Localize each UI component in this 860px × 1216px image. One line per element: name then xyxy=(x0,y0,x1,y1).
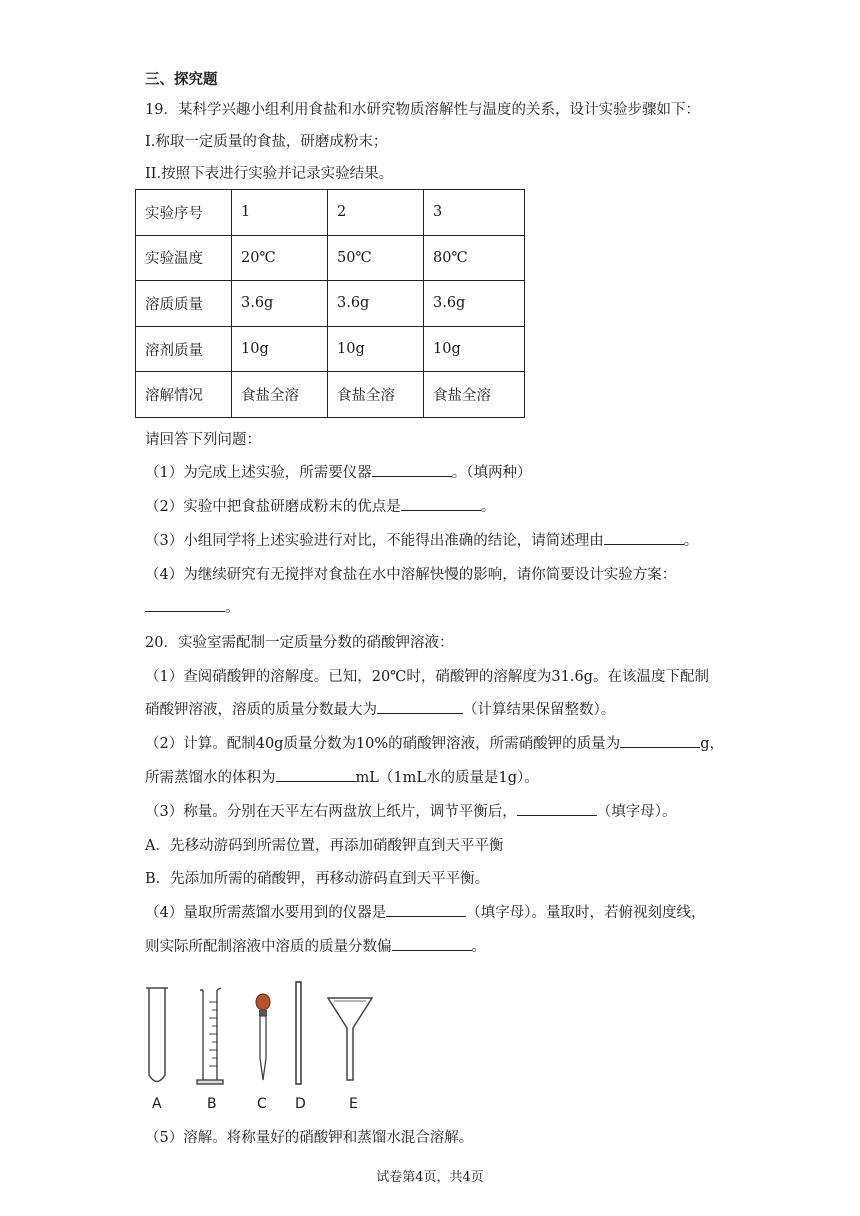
table-cell: 50℃ xyxy=(328,235,424,281)
answer-blank[interactable] xyxy=(620,732,700,748)
table-cell: 食盐全溶 xyxy=(328,372,424,418)
q20-part3 xyxy=(145,800,676,821)
glass-rod-icon xyxy=(296,982,301,1084)
table-cell: 3.6g xyxy=(328,281,424,327)
question-text: 。 xyxy=(480,499,496,515)
table-cell: 实验温度 xyxy=(136,235,232,281)
q19-step2: II.按照下表进行实验并记录实验结果。 xyxy=(145,166,394,182)
table-cell: 食盐全溶 xyxy=(424,372,525,418)
table-row xyxy=(136,235,525,281)
table-cell: 3 xyxy=(424,190,525,236)
question-text: （3）称量。分别在天平左右两盘放上纸片，调节平衡后， xyxy=(145,804,517,820)
table-cell: 10g xyxy=(328,326,424,372)
q20-part1-cont xyxy=(145,698,615,719)
question-text: 。 xyxy=(683,533,699,549)
answer-blank[interactable] xyxy=(377,698,463,714)
q19-part1 xyxy=(145,461,531,482)
table-cell: 溶解情况 xyxy=(136,372,232,418)
answer-blank[interactable] xyxy=(276,766,356,782)
answer-blank[interactable] xyxy=(392,935,472,951)
table-cell: 3.6g xyxy=(232,281,328,327)
figure-label-b: B xyxy=(207,1096,217,1112)
table-row xyxy=(136,190,525,236)
question-text: （填字母）。量取时，若俯视刻度线， xyxy=(466,905,706,921)
answer-blank[interactable] xyxy=(372,461,452,477)
table-cell: 溶质质量 xyxy=(136,281,232,327)
q19-step1: I.称取一定质量的食盐，研磨成粉末； xyxy=(145,134,388,150)
graduated-cylinder-icon xyxy=(197,988,223,1084)
answer-blank[interactable] xyxy=(145,596,225,612)
table-cell: 2 xyxy=(328,190,424,236)
answer-blank[interactable] xyxy=(517,800,597,816)
question-text: （1）为完成上述实验，所需要仪器 xyxy=(145,465,372,481)
dropper-icon xyxy=(256,994,270,1080)
question-text: （填字母）。 xyxy=(596,804,677,820)
answer-blank[interactable] xyxy=(604,529,684,545)
funnel-icon xyxy=(328,998,372,1080)
table-cell: 80℃ xyxy=(424,235,525,281)
table-cell: 10g xyxy=(424,326,525,372)
question-text: 所需蒸馏水的体积为 xyxy=(145,770,276,786)
page-footer: 试卷第4页，共4页 xyxy=(376,1170,484,1185)
table-row xyxy=(136,326,525,372)
q20-intro: 20．实验室需配制一定质量分数的硝酸钾溶液： xyxy=(145,635,454,651)
question-text: 。 xyxy=(471,939,486,955)
q20-part5: （5）溶解。将称量好的硝酸钾和蒸馏水混合溶解。 xyxy=(145,1130,474,1146)
q19-part4-answer xyxy=(145,596,240,617)
q20-part4-cont xyxy=(145,935,486,956)
figure-label-a: A xyxy=(152,1096,162,1112)
question-text: 。 xyxy=(225,600,240,616)
q20-option-b: B．先添加所需的硝酸钾，再移动游码直到天平平衡。 xyxy=(145,871,490,887)
table-cell: 3.6g xyxy=(424,281,525,327)
question-text: mL（1mL水的质量是1g）。 xyxy=(355,770,539,786)
table-row xyxy=(136,372,525,418)
figure-label-d: D xyxy=(295,1096,306,1112)
table-cell: 10g xyxy=(232,326,328,372)
question-text: （2）实验中把食盐研磨成粉末的优点是 xyxy=(145,499,401,515)
q19-part4: （4）为继续研究有无搅拌对食盐在水中溶解快慢的影响，请你简要设计实验方案： xyxy=(145,567,677,583)
q20-part1: （1）查阅硝酸钾的溶解度。已知，20℃时，硝酸钾的溶解度为31.6g。在该温度下配制 xyxy=(145,669,709,685)
q19-intro: 19．某科学兴趣小组利用食盐和水研究物质溶解性与温度的关系，设计实验步骤如下： xyxy=(145,102,700,118)
question-text: g， xyxy=(700,736,724,752)
question-text: 硝酸钾溶液，溶质的质量分数最大为 xyxy=(145,702,377,718)
q20-part4 xyxy=(145,901,705,922)
lab-apparatus-figure xyxy=(140,980,380,1090)
section-title: 三、探究题 xyxy=(145,71,218,88)
question-text: 则实际所配制溶液中溶质的质量分数偏 xyxy=(145,939,392,955)
question-text: （计算结果保留整数）。 xyxy=(463,702,616,718)
q19-part2 xyxy=(145,495,495,516)
q20-part2 xyxy=(145,732,724,753)
q20-part2-cont xyxy=(145,766,539,787)
figure-label-c: C xyxy=(257,1096,267,1112)
table-cell: 实验序号 xyxy=(136,190,232,236)
question-text: （4）量取所需蒸馏水要用到的仪器是 xyxy=(145,905,387,921)
question-text: 。（填两种） xyxy=(451,465,532,481)
figure-label-e: E xyxy=(349,1096,358,1112)
table-cell: 1 xyxy=(232,190,328,236)
experiment-table xyxy=(135,189,525,418)
q19-prompt: 请回答下列问题： xyxy=(145,432,261,448)
table-cell: 食盐全溶 xyxy=(232,372,328,418)
table-cell: 20℃ xyxy=(232,235,328,281)
test-tube-icon xyxy=(146,988,168,1082)
table-cell: 溶剂质量 xyxy=(136,326,232,372)
question-text: （3）小组同学将上述实验进行对比，不能得出准确的结论，请简述理由 xyxy=(145,533,604,549)
answer-blank[interactable] xyxy=(401,495,481,511)
q19-part3 xyxy=(145,529,698,550)
table-row xyxy=(136,281,525,327)
answer-blank[interactable] xyxy=(386,901,466,917)
q20-option-a: A．先移动游码到所需位置，再添加硝酸钾直到天平平衡 xyxy=(145,838,504,854)
question-text: （2）计算。配制40g质量分数为10%的硝酸钾溶液，所需硝酸钾的质量为 xyxy=(145,736,621,752)
